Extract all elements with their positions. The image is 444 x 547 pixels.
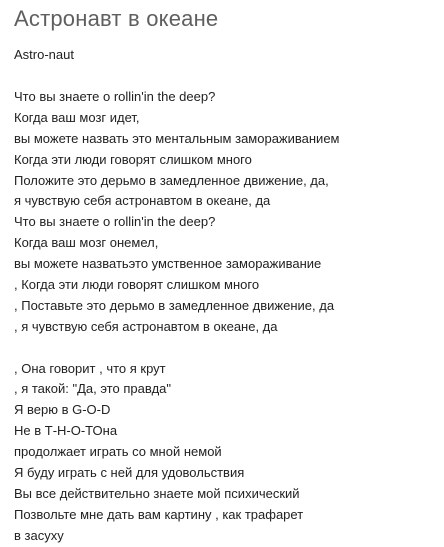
lyric-line [14,338,434,359]
lyric-line: в засуху [14,527,64,543]
lyric-line: Я верю в G-O-D [14,402,111,418]
lyric-line: , я такой: "Да, это правда" [14,381,172,397]
lyric-line: , Поставьте это дерьмо в замедленное движение, да [14,297,335,313]
lyric-line: Не в Т-Н-О-ТОна [14,423,118,439]
lyric-line: Я буду играть с ней для удовольствия [14,465,245,481]
lyrics-body [14,87,434,547]
lyric-line: Когда эти люди говорят слишком много [14,151,252,167]
lyric-line: Когда ваш мозг онемел, [14,235,159,251]
lyric-line: Положите это дерьмо в замедленное движение, да, [14,172,329,188]
lyric-line: , Когда эти люди говорят слишком много [14,277,260,293]
artist-name: Astro-naut [14,47,74,62]
lyric-line: , я чувствую себя астронавтом в океане, да [14,318,278,334]
lyric-line: Вы все действительно знаете мой психический [14,485,300,501]
lyric-line: я чувствую себя астронавтом в океане, да [14,193,271,209]
lyric-line: Позвольте мне дать вам картину , как трафарет [14,506,304,522]
lyrics-page [14,0,434,547]
lyric-line: вы можете назватьэто умственное замораживание [14,256,322,272]
lyric-line: , Она говорит , что я крут [14,360,166,376]
lyric-line: продолжает играть со мной немой [14,444,222,460]
lyric-line: Когда ваш мозг идет, [14,109,140,125]
song-title: Астронавт в океане [14,6,219,31]
lyric-line: Что вы знаете о rollin'in the deep? [14,214,216,230]
lyric-line: вы можете назвать это ментальным замораживанием [14,130,340,146]
lyric-line: Что вы знаете о rollin'in the deep? [14,89,216,104]
